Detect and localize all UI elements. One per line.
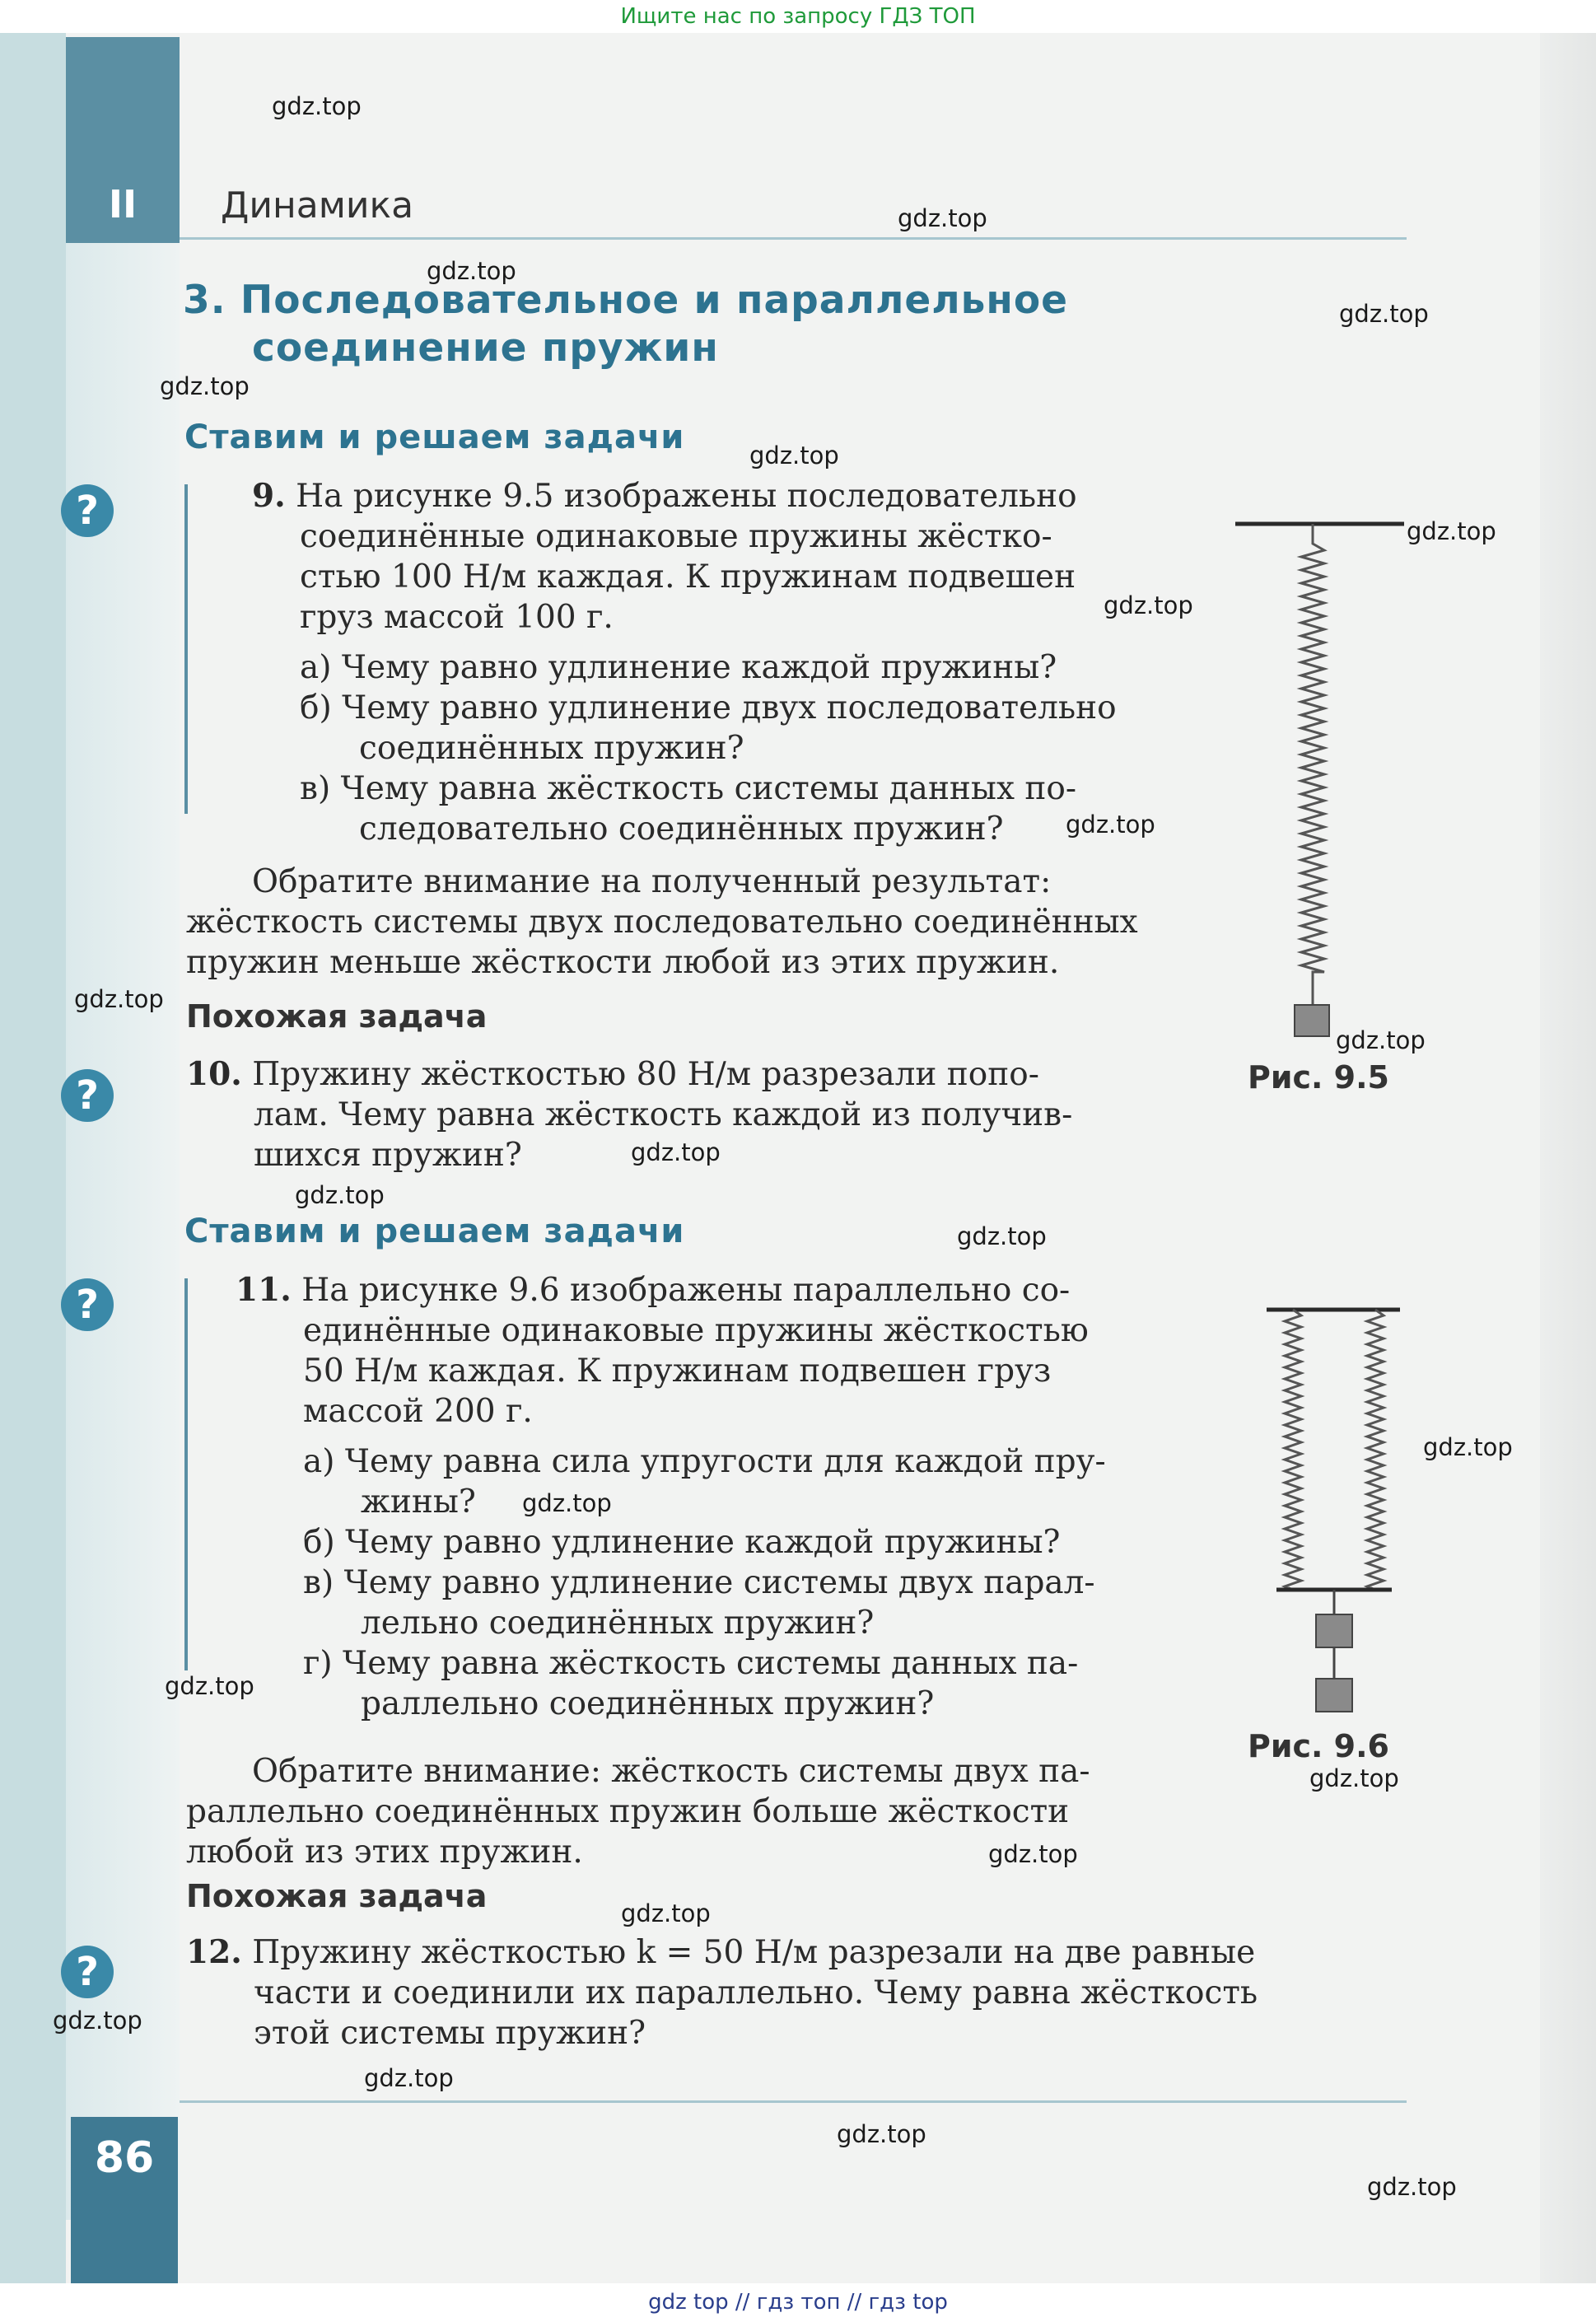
question-c-cont: следовательно соединённых пружин?: [359, 811, 1004, 848]
watermark: gdz.top: [749, 442, 839, 470]
footer-rule: [180, 2100, 1407, 2103]
watermark: gdz.top: [1407, 517, 1496, 545]
text-line: лам. Чему равна жёсткость каждой из получив-: [254, 1096, 1073, 1133]
watermark: gdz.top: [898, 204, 987, 232]
question-a-cont: жины?: [361, 1483, 476, 1521]
problem-12: [186, 1932, 1421, 2053]
left-margin: [0, 33, 66, 2283]
weight-block: [1295, 1005, 1329, 1036]
header-rule: [180, 237, 1407, 240]
text-line: Пружину жёсткостью 80 Н/м разрезали попо-: [252, 1056, 1039, 1093]
text-line: пружин меньше жёсткости любой из этих пружин.: [186, 944, 1060, 981]
watermark: gdz.top: [1309, 1764, 1399, 1792]
watermark: gdz.top: [165, 1672, 254, 1700]
watermark: gdz.top: [1339, 300, 1429, 328]
section-title-line1: 3. Последовательное и параллельное: [183, 278, 1069, 323]
problem-11: [236, 1270, 1191, 1724]
text-line: массой 200 г.: [303, 1393, 533, 1430]
similar-task-2: Похожая задача: [186, 1878, 488, 1914]
figure-caption-9-5: Рис. 9.5: [1248, 1059, 1389, 1096]
question-a: а) Чему равна сила упругости для каждой пру-: [303, 1443, 1106, 1480]
spring-parallel: [1285, 1310, 1384, 1590]
question-icon: ?: [61, 1069, 114, 1122]
bottom-banner[interactable]: gdz top // гдз топ // гдз top: [648, 2290, 948, 2315]
left-bar: [66, 243, 180, 2220]
figure-9-6: [1260, 1285, 1408, 1746]
problem-9-line: [252, 476, 1183, 516]
question-b: б) Чему равно удлинение двух последовательно: [300, 689, 1117, 727]
watermark: gdz.top: [522, 1489, 612, 1517]
text-line: Обратите внимание на полученный результат:: [252, 863, 1052, 900]
question-d: г) Чему равна жёсткость системы данных па-: [303, 1645, 1079, 1682]
watermark: gdz.top: [837, 2120, 926, 2148]
problem-number: 10.: [186, 1055, 242, 1093]
text-line: жёсткость системы двух последовательно соединённых: [186, 904, 1138, 941]
problem-9: [252, 476, 1183, 849]
watermark: gdz.top: [53, 2007, 142, 2035]
weight-block: [1316, 1679, 1352, 1712]
question-b: б) Чему равно удлинение каждой пружины?: [303, 1524, 1061, 1561]
page-number: 86: [94, 2133, 155, 2183]
watermark: gdz.top: [1367, 2173, 1457, 2201]
similar-task-1: Похожая задача: [186, 998, 488, 1035]
text-line: любой из этих пружин.: [186, 1834, 583, 1871]
question-icon: ?: [61, 484, 114, 537]
subhead-tasks-2: Ставим и решаем задачи: [184, 1212, 685, 1250]
watermark: gdz.top: [957, 1222, 1047, 1250]
chapter-number: II: [108, 182, 138, 227]
watermark: gdz.top: [74, 985, 164, 1013]
chapter-tab: [66, 37, 180, 243]
page-edge: [1540, 33, 1596, 2283]
watermark: gdz.top: [1104, 591, 1193, 619]
chapter-title: Динамика: [221, 185, 414, 227]
spring-series: [1301, 524, 1324, 1005]
section-title: [183, 277, 1171, 372]
problem-number: 12.: [186, 1933, 242, 1971]
weight-block: [1316, 1614, 1352, 1647]
text-line: 50 Н/м каждая. К пружинам подвешен груз: [303, 1353, 1052, 1390]
text-line: стью 100 Н/м каждая. К пружинам подвешен: [300, 558, 1076, 596]
subhead-tasks-1: Ставим и решаем задачи: [184, 418, 685, 456]
problem-bar: [184, 1278, 188, 1670]
text-line: Обратите внимание: жёсткость системы двух па-: [252, 1753, 1090, 1790]
problem-number: 9.: [252, 477, 286, 515]
text-line: соединённые одинаковые пружины жёстко-: [300, 518, 1052, 555]
note-1: [186, 862, 1191, 983]
watermark: gdz.top: [427, 257, 516, 285]
question-d-cont: раллельно соединённых пружин?: [361, 1685, 935, 1722]
text-line: Пружину жёсткостью k = 50 Н/м разрезали на две равные: [252, 1934, 1256, 1971]
watermark: gdz.top: [631, 1138, 721, 1166]
question-b-cont: соединённых пружин?: [359, 730, 744, 767]
figure-caption-9-6: Рис. 9.6: [1248, 1728, 1389, 1764]
text-line: груз массой 100 г.: [300, 599, 614, 636]
figure-9-5: [1227, 478, 1408, 1063]
top-banner[interactable]: Ищите нас по запросу ГДЗ ТОП: [620, 4, 976, 29]
watermark: gdz.top: [1066, 811, 1155, 839]
problem-bar: [184, 484, 188, 814]
section-title-line2: соединение пружин: [252, 325, 719, 371]
question-icon: ?: [61, 1278, 114, 1331]
text-line: этой системы пружин?: [254, 2015, 646, 2052]
text-line: единённые одинаковые пружины жёсткостью: [303, 1312, 1089, 1349]
question-c: в) Чему равна жёсткость системы данных по-: [300, 770, 1077, 807]
watermark: gdz.top: [988, 1840, 1078, 1868]
textbook-page: [0, 33, 1596, 2283]
watermark: gdz.top: [272, 92, 362, 120]
text-line: На рисунке 9.5 изображены последовательно: [296, 478, 1077, 515]
watermark: gdz.top: [295, 1181, 385, 1209]
watermark: gdz.top: [160, 372, 250, 400]
question-icon: ?: [61, 1946, 114, 1998]
watermark: gdz.top: [1423, 1433, 1513, 1461]
watermark: gdz.top: [364, 2064, 454, 2092]
question-c: в) Чему равно удлинение системы двух парал-: [303, 1564, 1095, 1601]
problem-number: 11.: [236, 1271, 292, 1309]
text-line: шихся пружин?: [254, 1137, 522, 1174]
text-line: части и соединили их параллельно. Чему равна жёсткость: [254, 1974, 1258, 2011]
watermark: gdz.top: [1336, 1026, 1426, 1054]
watermark: gdz.top: [621, 1899, 711, 1927]
question-c-cont: лельно соединённых пружин?: [361, 1605, 875, 1642]
text-line: На рисунке 9.6 изображены параллельно со-: [301, 1272, 1071, 1309]
question-a: а) Чему равно удлинение каждой пружины?: [300, 649, 1057, 686]
text-line: раллельно соединённых пружин больше жёсткости: [186, 1793, 1070, 1830]
